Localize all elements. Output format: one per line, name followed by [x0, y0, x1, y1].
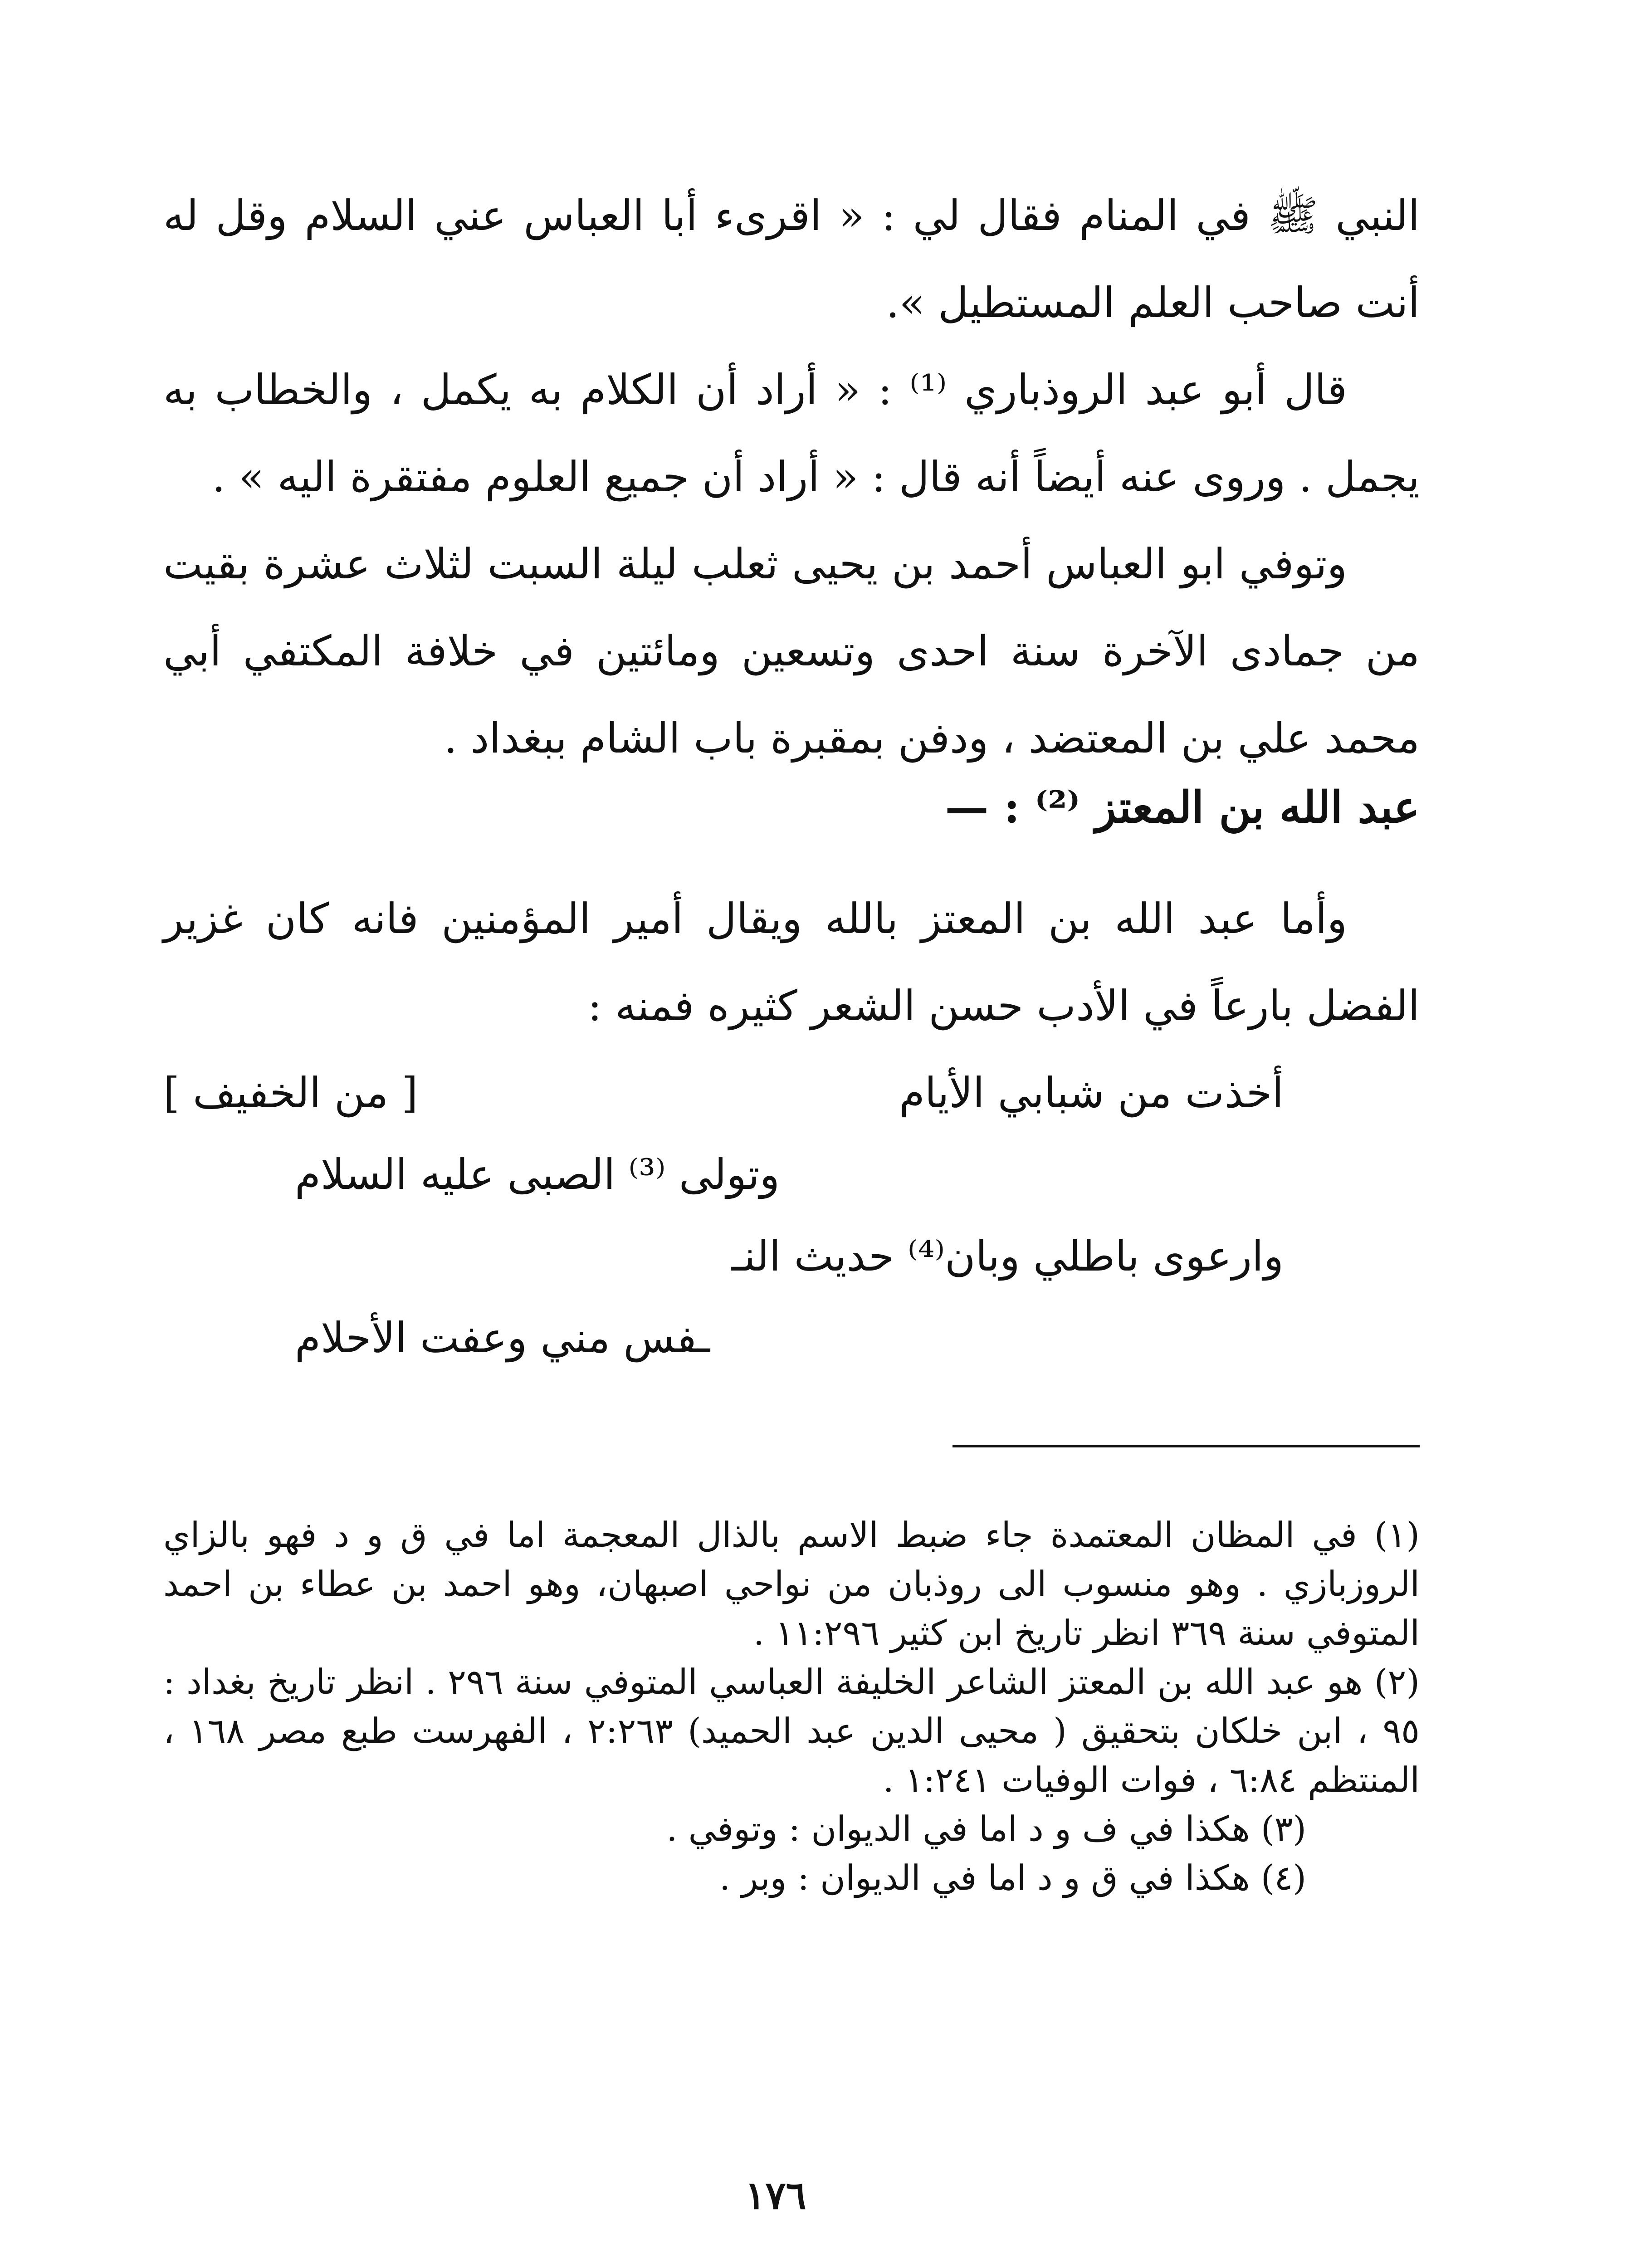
section-paragraph: وأما عبد الله بن المعتز بالله ويقال أمير المؤمنين فانه كان غزير الفضل بارعاً في الأدب حسن الشعر كثيره فمنه :: [163, 894, 1420, 1030]
footnotes: [163, 1510, 1420, 1902]
poem: [163, 1057, 1420, 1383]
footnote-divider: [952, 1445, 1420, 1447]
footnote-4: (٤) هكذا في ق و د اما في الديوان : وبر .: [719, 1857, 1306, 1898]
poem-line-4: ـفس مني وعفت الأحلام: [295, 1314, 710, 1362]
footnote-3: (٣) هكذا في ف و د اما في الديوان : وتوفي .: [666, 1809, 1306, 1849]
poem-meter: [ من الخفيف ]: [163, 1069, 418, 1117]
paragraph-1: النبي ﷺ في المنام فقال لي : « اقرىء أبا العباس عني السلام وقل له أنت صاحب العلم المستطيل ».: [163, 191, 1420, 327]
paragraph-3: وتوفي ابو العباس أحمد بن يحيى ثعلب ليلة السبت لثلاث عشرة بقيت من جمادى الآخرة سنة احدى وتسعين ومائتين في خلافة المكتفي أبي محمد علي بن المعتضد ، ودفن بمقبرة باب الشام ببغداد .: [163, 540, 1420, 763]
footnote-1: (١) في المظان المعتمدة جاء ضبط الاسم بالذال المعجمة اما في ق و د فهو بالزاي الروزبازي . وهو منسوب الى روذبان من نواحي اصبهان، وهو احمد بن عطاء بن احمد المتوفي سنة ٣٦٩ انظر تاريخ ابن كثير ١١:٢٩٦ .: [163, 1515, 1420, 1653]
poem-line-1: أخذت من شبابي الأيام: [899, 1069, 1284, 1117]
section-body: [163, 875, 1420, 1050]
main-text: [163, 172, 1420, 782]
paragraph-2: قال أبو عبد الروذباري ⁽¹⁾ : « أراد أن الكلام به يكمل ، والخطاب به يجمل . وروى عنه أيضاً أنه قال : « أراد أن جميع العلوم مفتقرة اليه » .: [163, 366, 1420, 501]
poem-line-3: وارعوى باطلي وبان⁽⁴⁾ حديث النـ: [732, 1232, 1284, 1281]
footnote-2: (٢) هو عبد الله بن المعتز الشاعر الخليفة العباسي المتوفي سنة ٢٩٦ . انظر تاريخ بغداد : ٩٥ ، ابن خلكان بتحقيق ( محيى الدين عبد الحميد) ٢:٢٦٣ ، الفهرست طبع مصر ١٦٨ ، المنتظم ٦:٨٤ ، فوات الوفيات ١:٢٤١ .: [163, 1662, 1420, 1800]
poem-line-2: وتولى ⁽³⁾ الصبى عليه السلام: [295, 1150, 780, 1199]
section-heading: عبد الله بن المعتز ⁽²⁾ : —: [945, 782, 1420, 833]
page-number: ١٧٦: [745, 2173, 806, 2218]
